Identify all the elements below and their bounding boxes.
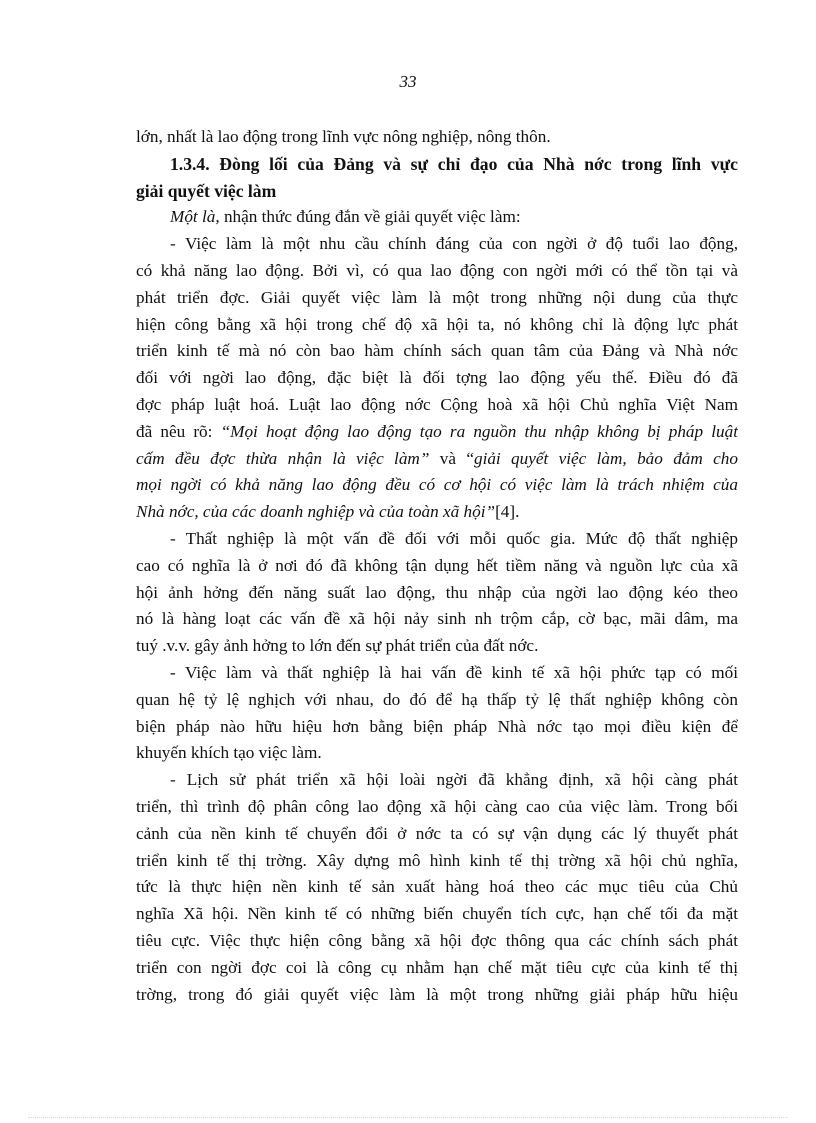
text-line: hội ảnh hởng đến năng suất lao động, thu nhập của ngời lao động kéo theo (136, 582, 738, 602)
text-line: biện pháp nào hữu hiệu hơn bằng biện pháp Nhà nớc tạo mọi điều kiện để (136, 716, 738, 736)
page-number: 33 (399, 72, 417, 91)
text-line: lớn, nhất là lao động trong lĩnh vực nông nghiệp, nông thôn. (136, 127, 551, 146)
italic-lead: Một là, (170, 207, 220, 227)
text-line: - Thất nghiệp là một vấn đề đối với mỗi quốc gia. Mức độ thất nghiệp (170, 528, 738, 548)
text-line: đợc pháp luật hoá. Luật lao động nớc Cộng hoà xã hội Chủ nghĩa Việt Nam (136, 394, 738, 414)
text-line: mọi ngời có khả năng lao động đều có cơ hội có việc làm là trách nhiệm của (136, 475, 738, 495)
section-heading-line: giải quyết việc làm (136, 180, 277, 201)
text-line: cao có nghĩa là ở nơi đó đã không tận dụng hết tiềm năng và nguồn lực của xã (136, 555, 738, 575)
text-line: nghĩa Xã hội. Nền kinh tế có những biến chuyển tích cực, hạn chế tối đa mặt (136, 904, 738, 924)
text-line: triển kinh tế thị trờng. Xây dựng mô hình kinh tế thị trờng xã hội chủ nghĩa, (136, 850, 738, 870)
text-line: triển, thì trình độ phân công lao động xã hội càng cao của việc làm. Trong bối (136, 796, 738, 816)
page-bottom-divider (28, 1117, 788, 1118)
text-line: tức là thực hiện nền kinh tế sản xuất hàng hoá theo các mục tiêu của Chủ (136, 877, 738, 897)
text-line: hiện công bằng xã hội trong chế độ xã hội ta, nó không chỉ là động lực phát (136, 314, 738, 334)
text-line: Một là, nhận thức đúng đắn về giải quyết việc làm: (170, 207, 521, 227)
text-line: cấm đều đợc thừa nhận là việc làm” và “giải quyết việc làm, bảo đảm cho (136, 448, 738, 468)
text-line: triển con ngời đợc coi là công cụ nhằm hạn chế mặt tiêu cực của kinh tế thị (136, 957, 738, 977)
quote-italic: “Mọi hoạt động lao động tạo ra nguồn thu nhập không bị pháp luật (220, 421, 738, 441)
text-line: triển kinh tế mà nó còn bao hàm chính sách quan tâm của Đảng và Nhà nớc (136, 341, 738, 361)
text-line: - Lịch sử phát triển xã hội loài ngời đã khẳng định, xã hội càng phát (170, 770, 738, 790)
text-line: có khả năng lao động. Bởi vì, có qua lao động con ngời mới có thể tồn tại và (136, 260, 738, 280)
text-line: đối với ngời lao động, đặc biệt là đối tợng lao động yếu thế. Điều đó đã (136, 368, 738, 388)
quote-italic: giải quyết việc làm, bảo đảm cho (473, 448, 738, 468)
text-line: nó là hàng loạt các vấn đề xã hội nảy sinh nh trộm cắp, cờ bạc, mãi dâm, ma (136, 609, 738, 629)
text-line: Nhà nớc, của các doanh nghiệp và của toàn xã hội”[4]. (136, 502, 520, 522)
text-line: tiêu cực. Việc thực hiện công bằng xã hội đợc thông qua các chính sách phát (136, 930, 738, 950)
text-line: khuyến khích tạo việc làm. (136, 743, 322, 763)
text-line: đã nêu rõ: “Mọi hoạt động lao động tạo ra nguồn thu nhập không bị pháp luật (136, 421, 738, 441)
text-line: cảnh của nền kinh tế chuyển đổi ở nớc ta có sự vận dụng các lý thuyết phát (136, 823, 738, 843)
text-line: - Việc làm và thất nghiệp là hai vấn đề kinh tế xã hội phức tạp có mối (170, 662, 738, 682)
quote-italic: Nhà nớc, của các doanh nghiệp và của toàn xã hội” (136, 502, 496, 522)
document-body (136, 124, 738, 1008)
text-line: phát triển đợc. Giải quyết việc làm là một trong những nội dung của thực (136, 287, 738, 307)
section-heading-line: 1.3.4. Đòng lối của Đảng và sự chỉ đạo của Nhà nớc trong lĩnh vực (170, 153, 738, 174)
text-line: tuý .v.v. gây ảnh hởng to lớn đến sự phát triển của đất nớc. (136, 636, 539, 656)
text-line: quan hệ tỷ lệ nghịch với nhau, do đó để hạ thấp tỷ lệ thất nghiệp không còn (136, 689, 738, 709)
text-line: - Việc làm là một nhu cầu chính đáng của con ngời ở độ tuổi lao động, (170, 234, 738, 254)
quote-italic: cấm đều đợc thừa nhận là việc làm” (136, 448, 430, 468)
text-line: trờng, trong đó giải quyết việc làm là một trong những giải pháp hữu hiệu (136, 984, 738, 1004)
